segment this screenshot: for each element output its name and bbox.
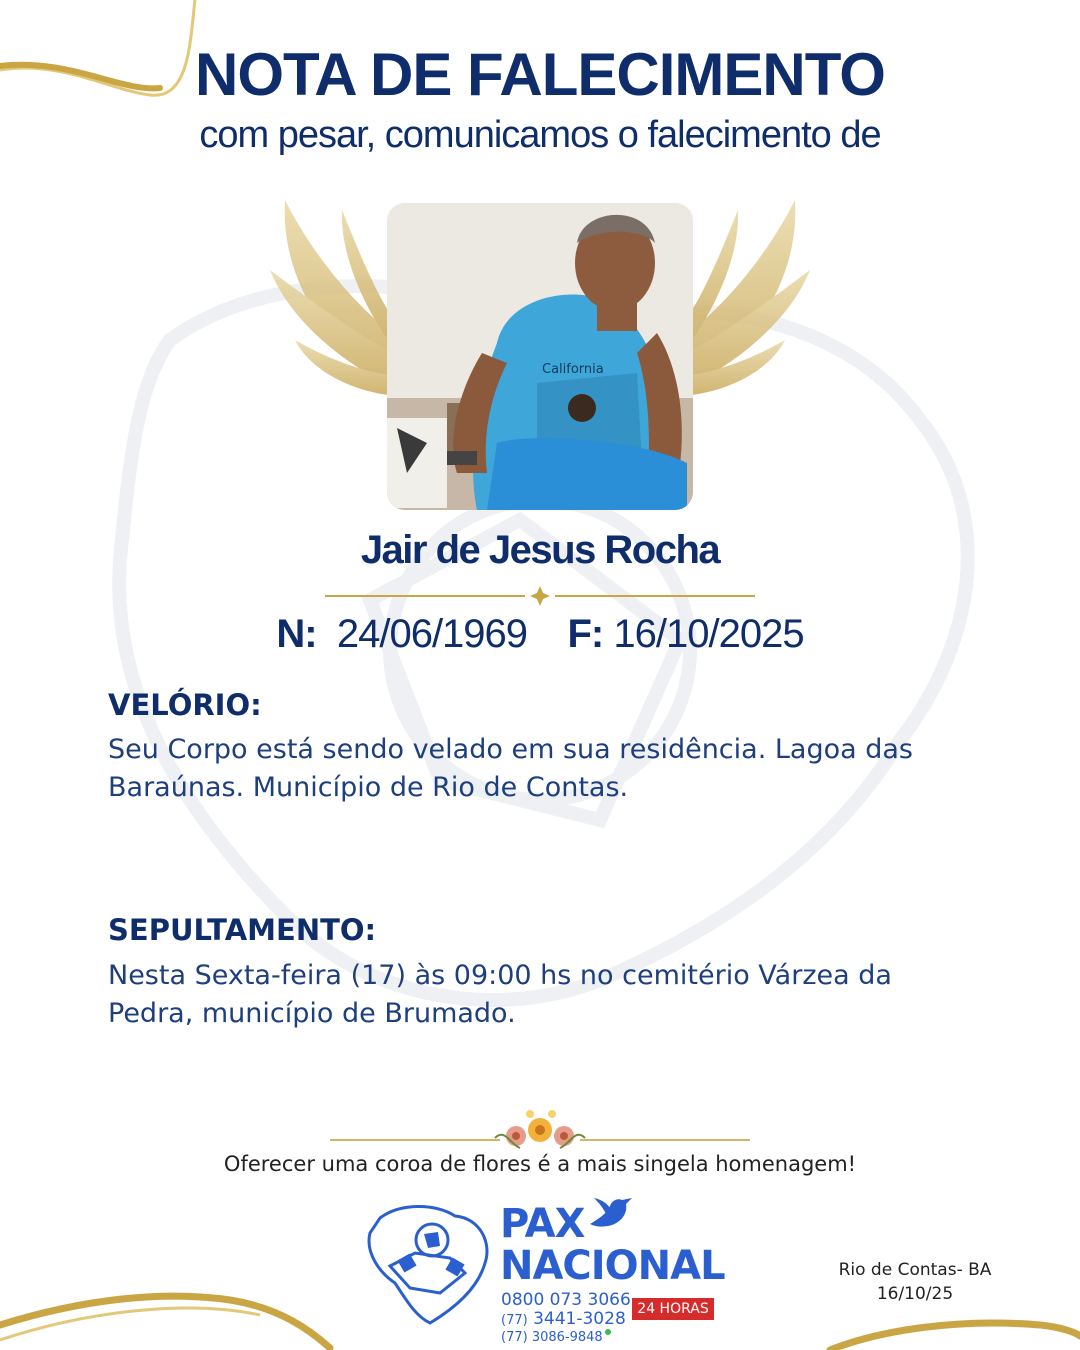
phone-line-2 — [501, 1329, 611, 1345]
burial-heading: SEPULTAMENTO: — [108, 913, 377, 947]
page-subtitle: com pesar, comunicamos o falecimento de — [199, 114, 881, 156]
date-label: 16/10/25 — [876, 1284, 954, 1304]
brazil-map-logo-icon — [360, 1198, 495, 1328]
burial-text: Nesta Sexta-feira (17) às 09:00 hs no cemitério Várzea da Pedra, município de Brumado. — [108, 960, 892, 1029]
phone-tollfree: 0800 073 3066 — [501, 1290, 631, 1310]
deceased-name: Jair de Jesus Rocha — [360, 528, 720, 572]
birth-date: 24/06/1969 — [336, 612, 528, 656]
hours-badge: 24 HORAS — [632, 1298, 714, 1320]
phone-line-1 — [501, 1309, 626, 1329]
brand-name-line2: NACIONAL — [500, 1243, 725, 1289]
phone-number-2: (77) 3086-9848 — [501, 1330, 603, 1345]
portrait-illustration — [387, 203, 693, 510]
death-label: F: — [567, 612, 604, 656]
shirt-print-text: California — [542, 362, 604, 377]
dove-icon — [586, 1196, 636, 1236]
wake-heading: VELÓRIO: — [108, 688, 262, 722]
death-date: 16/10/2025 — [613, 612, 804, 656]
whatsapp-icon — [605, 1329, 611, 1335]
phone-number-1: 3441-3028 — [533, 1309, 626, 1329]
brand-name-line1: PAX — [500, 1201, 585, 1247]
portrait-photo — [387, 203, 693, 510]
birth-label: N: — [276, 612, 317, 656]
wake-text: Seu Corpo está sendo velado em sua residência. Lagoa das Baraúnas. Município de Rio de Contas. — [108, 734, 913, 803]
place-label: Rio de Contas- BA — [838, 1260, 992, 1280]
dates-line — [0, 612, 1080, 657]
gold-divider-sparkle-icon — [320, 584, 760, 608]
page-title: NOTA DE FALECIMENTO — [195, 41, 885, 108]
flower-bouquet-icon — [330, 1108, 750, 1158]
phone-area-code: (77) — [501, 1313, 528, 1328]
homage-message: Oferecer uma coroa de flores é a mais singela homenagem! — [223, 1152, 857, 1176]
